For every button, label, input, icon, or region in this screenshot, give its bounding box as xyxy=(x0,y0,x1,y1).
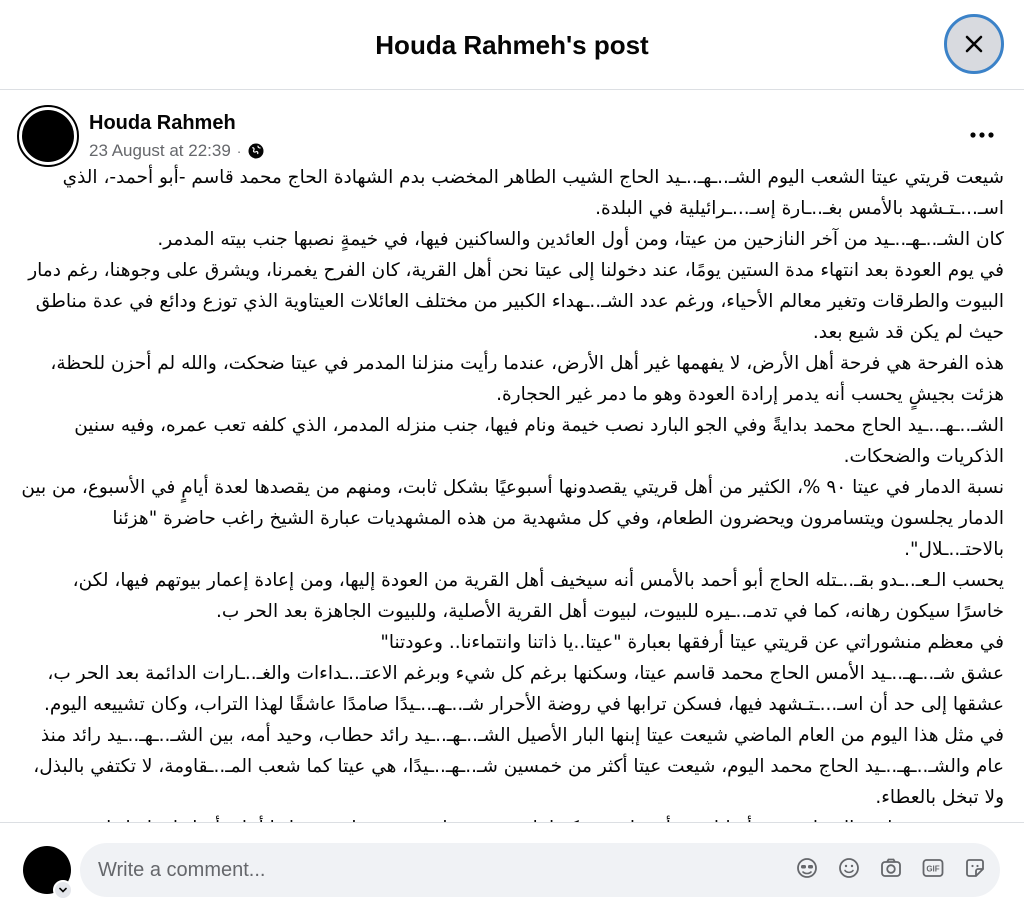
profile-switch-button[interactable] xyxy=(53,880,73,900)
sticker-button[interactable] xyxy=(963,856,987,880)
globe-icon xyxy=(247,142,265,160)
post-paragraph: في يوم العودة بعد انتهاء مدة الستين يومًا، عند دخولنا إلى عيتا نحن أهل القرية، كان الفرح يغمرنا، ويشرق على وجوهنا، رغم دمار البيوت والطرقات وتغير معالم الأحياء، ورغم عدد الشـ..ـهداء الكبير من مختلف العائلات العيتاوية الذي توزع ودائع في عدة مناطق حيث لم يكن قد شيع بعد. xyxy=(28,260,1004,343)
chevron-down-icon xyxy=(58,885,68,895)
post-paragraph: هذه الفرحة هي فرحة أهل الأرض، لا يفهمها غير أهل الأرض، عندما رأيت منزلنا المدمر في عيتا ضحكت، والله لم أحزن للحظة، هزئت بجيشٍ يحسب أنه يدمر إرادة العودة وهو ما دمر غير الحجارة. xyxy=(50,353,1004,405)
post-paragraph: نسبة الدمار في عيتا ٩٠ %، الكثير من أهل قريتي يقصدونها أسبوعيًا بشكل ثابت، ومنهم من يقصدها لعدة أيامٍ في الأسبوع، من بين الدمار يجلسون ويتسامرون ويحضرون الطعام، وفي كل مشهدية من هذه المشهديات عبارة الشيخ راغب حاضرة "هزئنا بالاحتـ..ـلال". xyxy=(21,477,1004,560)
sticker-icon xyxy=(963,856,987,880)
post-paragraph: عشق شـ..ـهـ..ـيد الأمس الحاج محمد قاسم عيتا، وسكنها برغم كل شيء وبرغم الاعتـ..ـداءات والغـ..ـارات الدائمة بعد الحر ب، عشقها إلى حد أن اسـ...ـتـشهد فيها، فسكن ترابها في روضة الأحرار شـ..ـهـ..ـيدًا صامدًا عاشقًا لهذا التراب، وكان تشييعه اليوم. في مثل هذا اليوم من العام الماضي شيعت عيتا إبنها البار الأصيل الشـ..ـهـ..ـيد رائد حطاب، وحيد أمه، بين الشـ..ـهـ..ـيد رائد منذ عام والشـ..ـهـ..ـيد الحاج محمد اليوم، شيعت عيتا أكثر من خمسين شـ..ـهـ..ـيدًا، هي عيتا كما شعب المـ..ـقاومة، لا تكتفي بالبذل، ولا تبخل بالعطاء. xyxy=(33,663,1004,808)
post-text xyxy=(20,162,1004,844)
post-paragraph: يحسب الـعـ..ـدو بقـ..ـتله الحاج أبو أحمد بالأمس أنه سيخيف أهل القرية من العودة إليها، ومن إعادة إعمار بيوتهم فيها، لكن، خاسرًا سيكون رهانه، كما في تدمـ..ـيره للبيوت، لبيوت أهل القرية الأصلية، وللبيوت الجاهزة بعد الحر ب. xyxy=(72,570,1004,622)
camera-icon xyxy=(879,856,903,880)
svg-text:GIF: GIF xyxy=(926,864,940,874)
post-paragraph: في معظم منشوراتي عن قريتي عيتا أرفقها بعبارة "عيتا..يا ذاتنا وانتماءنا.. وعودتنا" xyxy=(380,632,1004,653)
more-dots-icon xyxy=(969,131,995,139)
meta-separator: · xyxy=(236,143,242,159)
close-icon xyxy=(962,32,986,56)
post-timestamp[interactable]: 23 August at 22:39 xyxy=(89,141,231,160)
gif-icon xyxy=(921,856,945,880)
post-paragraph: الشـ..ـهـ..ـيد الحاج محمد بدايةً وفي الجو البارد نصب خيمة ونام فيها، جنب منزله المدمر، الذي كلفه تعب عمره، وفيه سنين الذكريات والضحكات. xyxy=(74,415,1004,467)
close-button[interactable] xyxy=(944,14,1004,74)
post-paragraph: شيعت قريتي عيتا الشعب اليوم الشـ..ـهـ..ـيد الحاج الشيب الطاهر المخضب بدم الشهادة الحاج محمد قاسم -أبو أحمد-، الذي اسـ...ـتـشهد بالأمس بغـ..ـارة إسـ...ـرائيلية في البلدة. xyxy=(62,167,1004,219)
dialog-title: Houda Rahmeh's post xyxy=(375,30,649,60)
avatar-sticker-icon xyxy=(795,856,819,880)
emoji-button[interactable] xyxy=(837,856,861,880)
post-container xyxy=(0,90,1024,822)
author-avatar[interactable] xyxy=(17,105,79,167)
author-name[interactable]: Houda Rahmeh xyxy=(89,112,236,134)
emoji-icon xyxy=(837,856,861,880)
post-paragraph: كان الشـ..ـهـ..ـيد من آخر النازحين من عيتا، ومن أول العائدين والساكنين فيها، في خيمةٍ نصبها جنب بيته المدمر. xyxy=(157,229,1004,250)
comment-composer xyxy=(0,822,1024,923)
gif-button[interactable] xyxy=(921,856,945,880)
avatar-sticker-button[interactable] xyxy=(795,856,819,880)
camera-button[interactable] xyxy=(879,856,903,880)
post-meta xyxy=(89,141,265,161)
dialog-header xyxy=(0,0,1024,90)
comment-tools xyxy=(795,856,987,880)
more-options-button[interactable] xyxy=(962,120,1002,150)
